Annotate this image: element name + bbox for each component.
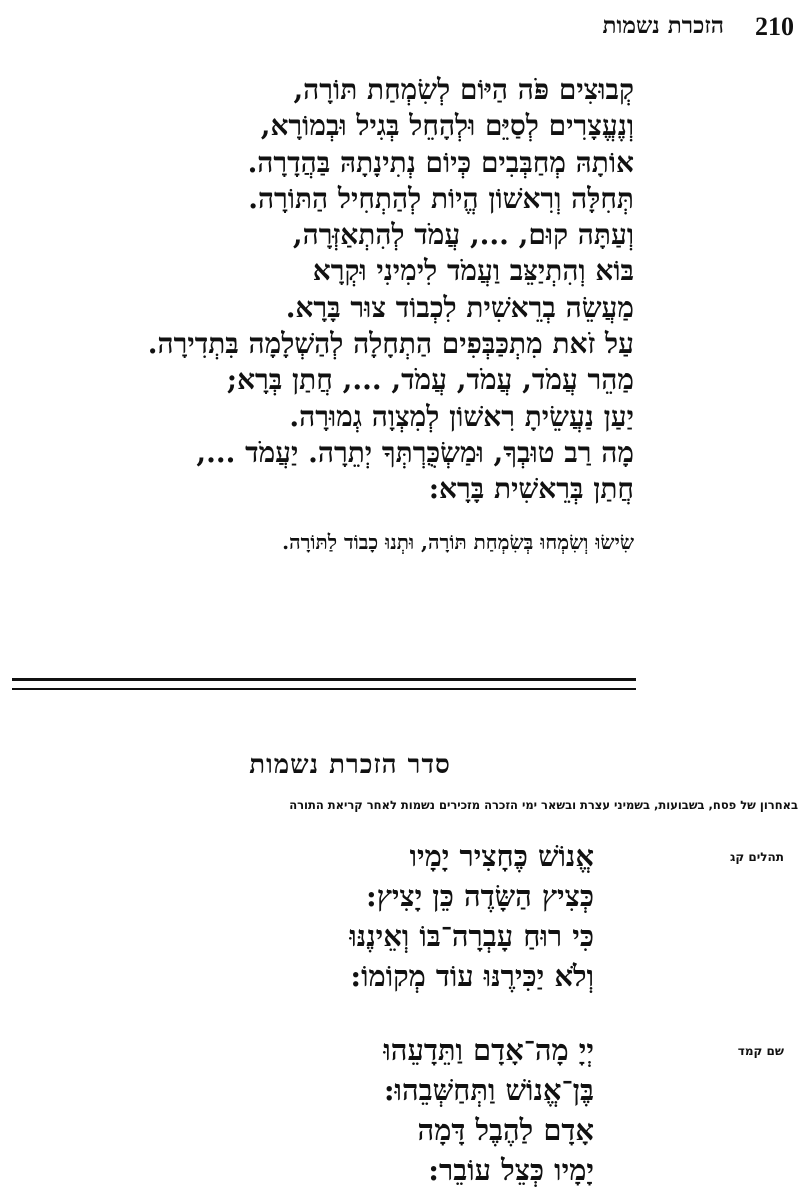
- running-header-title: הזכרת נשמות: [602, 12, 724, 39]
- poem-line: אוֹתָהּ מְחַבְּבִים כְּיוֹם נְתִינָתָהּ בַּהֲדָרָה.: [247, 145, 634, 179]
- poem-line: מַהֵר עֲמֹד, עֲמֹד, עֲמֹד, ..., חֲתַן בְּרָא;: [226, 363, 634, 397]
- verse-line: אָדָם לַהֶבֶל דָּמָה: [417, 1113, 594, 1147]
- verse-reference: שם קמד: [737, 1044, 784, 1058]
- section-instruction: באחרון של פסח, בשבועות, בשמיני עצרת ובשאר ימי הזכרה מזכירים נשמות לאחר קריאת התורה: [289, 798, 798, 812]
- poem-closing-line: שִׂישׂוּ וְשִׂמְחוּ בְּשִׂמְחַת תּוֹרָה, וּתְנוּ כָבוֹד לַתּוֹרָה.: [282, 529, 634, 554]
- page-number: 210: [755, 12, 794, 41]
- section-divider-top: [12, 678, 636, 681]
- poem-line: קְבוּצִים פֹּה הַיּוֹם לְשִׂמְחַת תּוֹרָה,: [293, 73, 634, 106]
- poem-line: מַעֲשֵׂה בְרֵאשִׁית לִכְבוֹד צוּר בָּרָא.: [285, 290, 634, 324]
- section-divider-bottom: [12, 688, 636, 690]
- poem-line: מָה רַב טוּבְךָ, וּמַשְׂכֻּרְתְּךָ יְתֵרָה. יַעֲמֹד ...,: [196, 435, 634, 469]
- verse-block: [154, 1030, 594, 1190]
- verse-line: אֱנוֹשׁ כֶּחָצִיר יָמָיו: [409, 839, 594, 873]
- poem-line: עַל זֹאת מִתְכַּבְּפִים הַתְחָלָה לְהַשְׁלָמָה בִּתְדִירָה.: [147, 327, 634, 361]
- poem-line: וְעַתָּה קוּם, ..., עֲמֹד לְהִתְאַזְּרָה,: [292, 218, 634, 252]
- poem-line: בּוֹא וְהִתְיַצֵּב וַעֲמֹד לִימִינִי וּקְרָא: [312, 254, 634, 288]
- poem-line: חֲתַן בְּרֵאשִׁית בָּרָא:: [428, 472, 634, 506]
- poem-line: תְּחִלָּה וְרִאשׁוֹן הֱיוֹת לְהַתְחִיל הַתּוֹרָה.: [248, 181, 634, 215]
- verse-line: בֶּן־אֱנוֹשׁ וַתְּחַשְּׁבֵהוּ:: [383, 1073, 594, 1107]
- verse-line: כִּי רוּחַ עָבְרָה־בּוֹ וְאֵינֶנּוּ: [349, 919, 594, 953]
- verse-line: וְלֹא יַכִּירֶנּוּ עוֹד מְקוֹמוֹ:: [350, 959, 594, 993]
- verse-block: [154, 836, 594, 996]
- verse-reference: תהלים קג: [730, 850, 784, 864]
- verse-line: כְּצִיץ הַשָּׂדֶה כֵּן יָצִיץ:: [366, 879, 594, 913]
- verse-line: יָמָיו כְּצֵל עוֹבֵר:: [428, 1153, 594, 1187]
- verse-line: יְיָ מָה־אָדָם וַתֵּדָעֵהוּ: [383, 1033, 594, 1067]
- section-title: סדר הזכרת נשמות: [249, 750, 451, 780]
- poem-line: יַעַן נַעֲשֵׂיתָ רִאשׁוֹן לְמִצְוָה גְמוּרָה.: [289, 399, 634, 433]
- simchat-torah-poem: [34, 72, 634, 555]
- poem-line: וְנֶעֱצָרִים לְסַיֵּם וּלְהָחֵל בְּגִיל וּבְמוֹרָא,: [260, 109, 634, 143]
